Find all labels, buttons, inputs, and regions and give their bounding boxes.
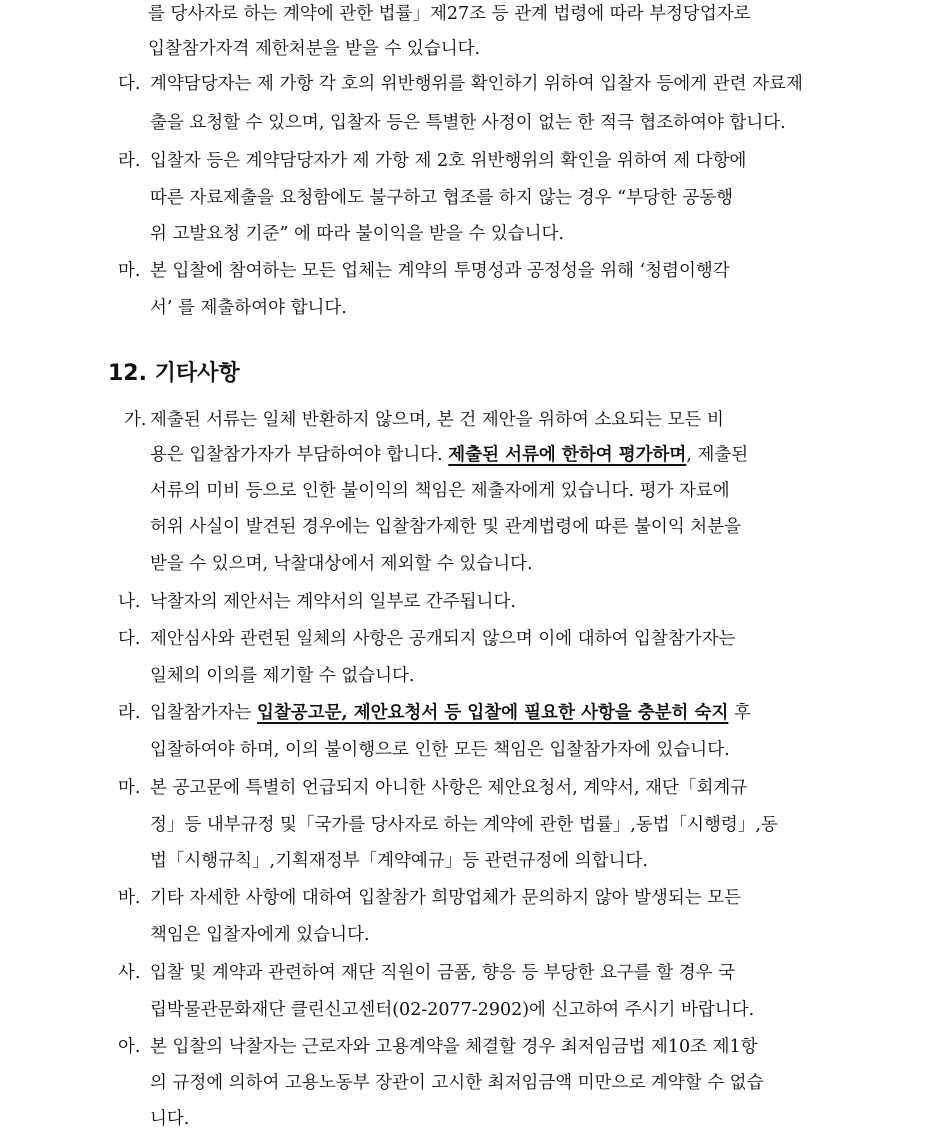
item-text-line: 제출된 서류는 일체 반환하지 않으며, 본 건 제안을 위하여 소요되는 모든 비 bbox=[150, 410, 724, 430]
item-marker: 나. bbox=[118, 592, 141, 612]
item-marker: 마. bbox=[118, 261, 141, 281]
item-text-line: 서류의 미비 등으로 인한 불이익의 책임은 제출자에게 있습니다. 평가 자료에 bbox=[150, 481, 730, 501]
item-marker: 다. bbox=[118, 74, 141, 94]
item-text-line: 낙찰자의 제안서는 계약서의 일부로 간주됩니다. bbox=[150, 592, 516, 612]
item-text-line: 따른 자료제출을 요청함에도 불구하고 협조를 하지 않는 경우 “부당한 공동행 bbox=[150, 188, 734, 208]
item-marker: 라. bbox=[118, 703, 141, 723]
item-marker: 가. bbox=[124, 410, 147, 430]
item-marker: 바. bbox=[118, 888, 141, 908]
item-text-line: 책임은 입찰자에게 있습니다. bbox=[150, 925, 370, 945]
underlined-emphasis: 제출된 서류에 한하여 평가하며 bbox=[448, 445, 687, 465]
item-text-line: 입찰참가자는 입찰공고문, 제안요청서 등 입찰에 필요한 사항을 충분히 숙지 후 bbox=[150, 703, 751, 723]
item-text-line: 정」등 내부규정 및「국가를 당사자로 하는 계약에 관한 법률」,동법「시행령」,동 bbox=[150, 815, 778, 835]
item-text-line: 입찰하여야 하며, 이의 불이행으로 인한 모든 책임은 입찰참가자에 있습니다. bbox=[150, 740, 730, 760]
item-text-line: 서’ 를 제출하여야 합니다. bbox=[150, 298, 347, 318]
item-text-line: 제안심사와 관련된 일체의 사항은 공개되지 않으며 이에 대하여 입찰참가자는 bbox=[150, 629, 736, 649]
continued-text-line: 를 당사자로 하는 계약에 관한 법률」제27조 등 관계 법령에 따라 부정당업자로 bbox=[148, 4, 751, 24]
item-text-line: 일체의 이의를 제기할 수 없습니다. bbox=[150, 666, 415, 686]
item-marker: 아. bbox=[118, 1037, 141, 1057]
continued-text-line: 입찰참가자격 제한처분을 받을 수 있습니다. bbox=[148, 39, 481, 59]
item-text-line: 니다. bbox=[150, 1109, 190, 1129]
item-text-line: 립박물관문화재단 클린신고센터(02-2077-2902)에 신고하여 주시기 바랍니다. bbox=[150, 1000, 755, 1020]
item-text-line: 입찰자 등은 계약담당자가 제 가항 제 2호 위반행위의 확인을 위하여 제 다항에 bbox=[150, 151, 747, 171]
section-heading: 12. 기타사항 bbox=[108, 361, 240, 386]
item-text-line: 계약담당자는 제 가항 각 호의 위반행위를 확인하기 위하여 입찰자 등에게 관련 자료제 bbox=[150, 74, 803, 94]
item-text-line: 입찰 및 계약과 관련하여 재단 직원이 금품, 향응 등 부당한 요구를 할 경우 국 bbox=[150, 963, 736, 983]
item-marker: 라. bbox=[118, 151, 141, 171]
item-text-line: 용은 입찰참가자가 부담하여야 합니다. 제출된 서류에 한하여 평가하며, 제출된 bbox=[150, 445, 749, 465]
item-marker: 다. bbox=[118, 629, 141, 649]
item-text-line: 허위 사실이 발견된 경우에는 입찰참가제한 및 관계법령에 따른 불이익 처분을 bbox=[150, 517, 742, 537]
underlined-emphasis: 입찰공고문, 제안요청서 등 입찰에 필요한 사항을 충분히 숙지 bbox=[257, 703, 729, 723]
item-text-line: 받을 수 있으며, 낙찰대상에서 제외할 수 있습니다. bbox=[150, 554, 533, 574]
item-text-line: 의 규정에 의하여 고용노동부 장관이 고시한 최저임금액 미만으로 계약할 수 없습 bbox=[150, 1073, 764, 1093]
item-text-line: 출을 요청할 수 있으며, 입찰자 등은 특별한 사정이 없는 한 적극 협조하여야 합니다. bbox=[150, 113, 786, 133]
item-text-line: 본 입찰에 참여하는 모든 업체는 계약의 투명성과 공정성을 위해 ‘청렴이행각 bbox=[150, 261, 730, 281]
item-text-line: 기타 자세한 사항에 대하여 입찰참가 희망업체가 문의하지 않아 발생되는 모든 bbox=[150, 888, 742, 908]
item-text-line: 법「시행규칙」,기획재정부「계약예규」등 관련규정에 의합니다. bbox=[150, 851, 648, 871]
item-text-line: 위 고발요청 기준” 에 따라 불이익을 받을 수 있습니다. bbox=[150, 224, 565, 244]
item-marker: 사. bbox=[118, 963, 141, 983]
item-text-line: 본 입찰의 낙찰자는 근로자와 고용계약을 체결할 경우 최저임금법 제10조 제1항 bbox=[150, 1037, 758, 1057]
item-text-line: 본 공고문에 특별히 언급되지 아니한 사항은 제안요청서, 계약서, 재단「회계규 bbox=[150, 778, 748, 798]
item-marker: 마. bbox=[118, 778, 141, 798]
